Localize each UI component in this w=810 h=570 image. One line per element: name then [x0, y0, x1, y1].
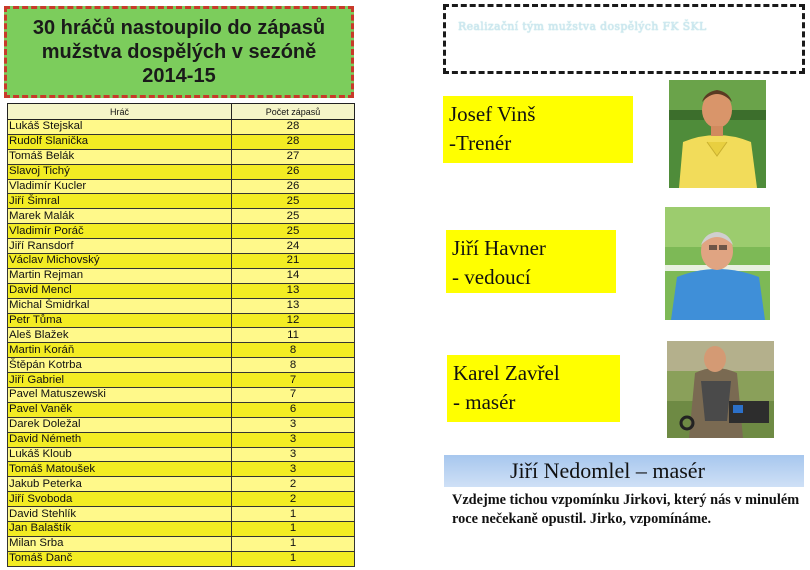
player-name: Petr Tůma: [8, 313, 232, 328]
match-count: 25: [232, 224, 355, 239]
table-row: [8, 134, 355, 149]
table-row: [8, 224, 355, 239]
table-row: [8, 209, 355, 224]
match-count: 13: [232, 283, 355, 298]
player-name: Marek Malák: [8, 209, 232, 224]
player-name: Vladimír Kucler: [8, 179, 232, 194]
match-count: 24: [232, 239, 355, 254]
match-count: 26: [232, 179, 355, 194]
masseur-name: Karel Zavřel: [453, 361, 560, 385]
match-count: 13: [232, 298, 355, 313]
page-title: [33, 16, 325, 88]
banner-text: Realizační tým mužstva dospělých FK ŠKL: [458, 20, 707, 33]
player-name: Štěpán Kotrba: [8, 358, 232, 373]
player-name: Václav Michovský: [8, 254, 232, 269]
masseur-role: - masér: [453, 390, 516, 414]
match-count: 27: [232, 149, 355, 164]
player-name: Jiří Ransdorf: [8, 239, 232, 254]
table-body: [8, 120, 355, 567]
coach-role: -Trenér: [449, 131, 512, 155]
match-count: 1: [232, 507, 355, 522]
match-count: 11: [232, 328, 355, 343]
table-row: [8, 373, 355, 388]
table-row: [8, 239, 355, 254]
table-row: [8, 254, 355, 269]
match-count: 8: [232, 358, 355, 373]
table-row: [8, 268, 355, 283]
table-row: [8, 343, 355, 358]
table-row: [8, 492, 355, 507]
table-row: [8, 358, 355, 373]
match-count: 2: [232, 477, 355, 492]
player-name: Vladimír Poráč: [8, 224, 232, 239]
player-name: Lukáš Stejskal: [8, 120, 232, 135]
player-name: Jan Balaštík: [8, 522, 232, 537]
title-line-2: mužstva dospělých v sezóně: [41, 41, 317, 63]
match-count: 28: [232, 134, 355, 149]
title-box: [4, 6, 354, 98]
table-row: [8, 179, 355, 194]
table-row: [8, 507, 355, 522]
match-count: 25: [232, 194, 355, 209]
player-name: Tomáš Matoušek: [8, 462, 232, 477]
players-table: [7, 103, 355, 567]
match-count: 1: [232, 536, 355, 551]
table-row: [8, 283, 355, 298]
match-count: 8: [232, 343, 355, 358]
table-row: [8, 298, 355, 313]
memorial-heading: Jiří Nedomlel – masér: [444, 455, 804, 487]
player-name: Tomáš Danč: [8, 551, 232, 566]
table-row: [8, 120, 355, 135]
match-count: 1: [232, 551, 355, 566]
match-count: 25: [232, 209, 355, 224]
match-count: 3: [232, 462, 355, 477]
leader-photo: [665, 207, 770, 320]
player-name: David Stehlík: [8, 507, 232, 522]
player-name: Martin Rejman: [8, 268, 232, 283]
leader-name: Jiří Havner: [452, 236, 546, 260]
table-row: [8, 388, 355, 403]
player-name: Jiří Šimral: [8, 194, 232, 209]
player-name: Rudolf Slanička: [8, 134, 232, 149]
match-count: 3: [232, 447, 355, 462]
player-name: Lukáš Kloub: [8, 447, 232, 462]
table-row: [8, 462, 355, 477]
table-row: [8, 522, 355, 537]
table-row: [8, 328, 355, 343]
header-count: Počet zápasů: [232, 104, 355, 120]
leader-role: - vedoucí: [452, 265, 531, 289]
staff-banner: [443, 4, 805, 74]
coach-label: [443, 96, 633, 163]
player-name: David Németh: [8, 432, 232, 447]
match-count: 2: [232, 492, 355, 507]
table-row: [8, 536, 355, 551]
memorial-text: Vzdejme tichou vzpomínku Jirkovi, který nás v minulém roce nečekaně opustil. Jirko, vzpomínáme.: [452, 492, 800, 527]
masseur-label: [447, 355, 620, 422]
table-row: [8, 164, 355, 179]
player-name: Michal Šmidrkal: [8, 298, 232, 313]
match-count: 3: [232, 432, 355, 447]
match-count: 3: [232, 417, 355, 432]
table-row: [8, 477, 355, 492]
player-name: Jiří Svoboda: [8, 492, 232, 507]
player-name: Pavel Vaněk: [8, 402, 232, 417]
match-count: 28: [232, 120, 355, 135]
match-count: 14: [232, 268, 355, 283]
player-name: Martin Koráň: [8, 343, 232, 358]
table-row: [8, 402, 355, 417]
player-name: Darek Doležal: [8, 417, 232, 432]
table-row: [8, 551, 355, 566]
table-row: [8, 194, 355, 209]
player-name: Slavoj Tichý: [8, 164, 232, 179]
player-name: Jakub Peterka: [8, 477, 232, 492]
table-row: [8, 149, 355, 164]
match-count: 7: [232, 373, 355, 388]
table-row: [8, 313, 355, 328]
title-line-1: 30 hráčů nastoupilo do zápasů: [32, 17, 326, 39]
table-header-row: [8, 104, 355, 120]
player-name: David Mencl: [8, 283, 232, 298]
player-name: Milan Srba: [8, 536, 232, 551]
player-name: Tomáš Belák: [8, 149, 232, 164]
masseur-photo: [667, 341, 774, 438]
match-count: 26: [232, 164, 355, 179]
leader-label: [446, 230, 616, 293]
table-row: [8, 417, 355, 432]
title-line-3: 2014-15: [142, 65, 216, 87]
player-name: Pavel Matuszewski: [8, 388, 232, 403]
table-row: [8, 447, 355, 462]
coach-photo: [669, 80, 766, 188]
match-count: 1: [232, 522, 355, 537]
coach-name: Josef Vinš: [449, 102, 536, 126]
player-name: Aleš Blažek: [8, 328, 232, 343]
header-player: Hráč: [8, 104, 232, 120]
table-row: [8, 432, 355, 447]
match-count: 21: [232, 254, 355, 269]
player-name: Jiří Gabriel: [8, 373, 232, 388]
match-count: 12: [232, 313, 355, 328]
match-count: 7: [232, 388, 355, 403]
match-count: 6: [232, 402, 355, 417]
